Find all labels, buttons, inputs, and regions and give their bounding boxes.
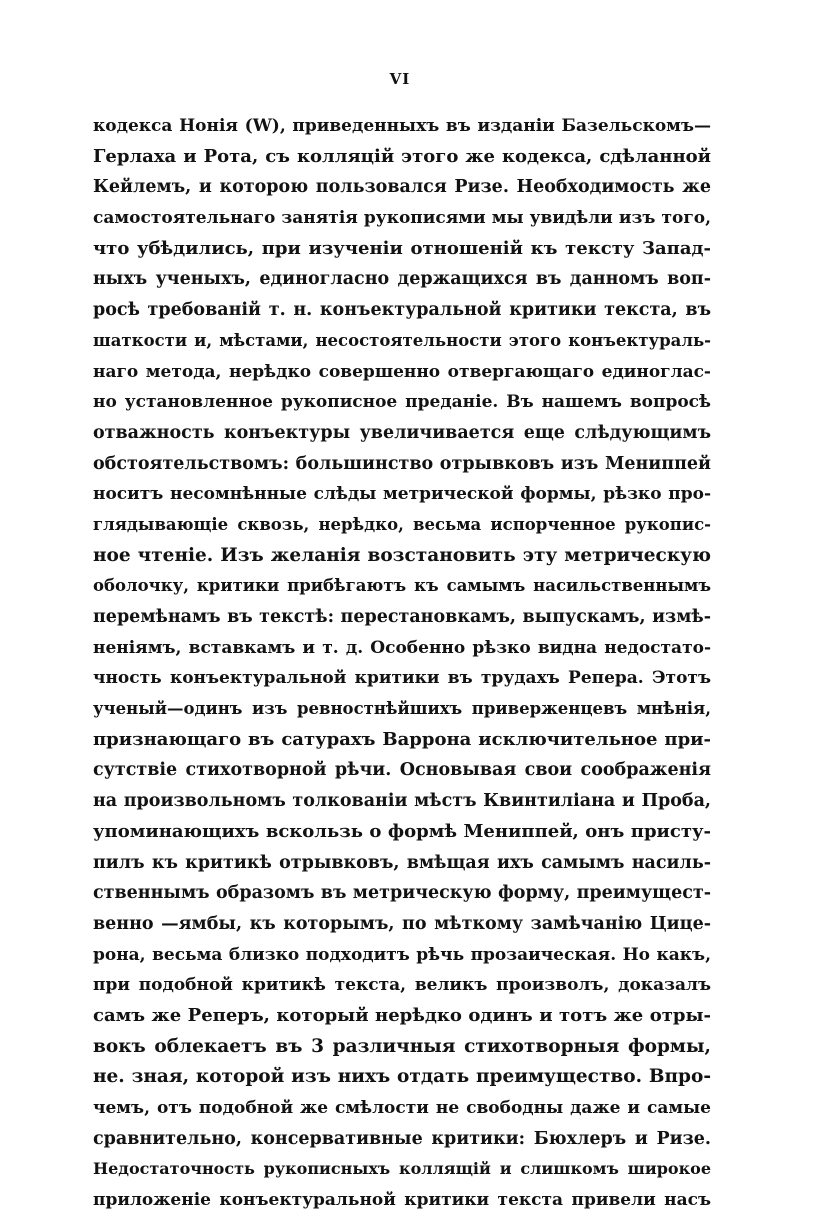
- text-line: глядывающіе сквозь, нерѣдко, весьма испорченное рукопис-: [93, 514, 711, 534]
- text-line: носитъ несомнѣнные слѣды метрической формы, рѣзко про-: [93, 484, 711, 505]
- text-line: росѣ требованій т. н. конъектуральной критики текста, въ: [93, 300, 711, 321]
- text-line: ственнымъ образомъ въ метрическую форму, преимущест-: [93, 883, 711, 904]
- text-line: пилъ къ критикѣ отрывковъ, вмѣщая ихъ самымъ насиль-: [93, 852, 711, 873]
- text-line: приложеніе конъектуральной критики текста привели насъ: [93, 1190, 711, 1211]
- text-line: упоминающихъ вскользь о формѣ Мениппей, онъ присту-: [93, 820, 711, 842]
- text-line: Кейлемъ, и которою пользовался Ризе. Необходимость же: [93, 177, 711, 198]
- text-line: что убѣдились, при изученіи отношеній къ тексту Запад-: [93, 237, 711, 259]
- text-line: самъ же Реперъ, который нерѣдко одинъ и тотъ же отры-: [93, 1004, 711, 1026]
- page-number: VI: [389, 70, 411, 88]
- text-line: шаткости и, мѣстами, несостоятельности этого конъектураль-: [93, 330, 711, 350]
- text-line: оболочку, критики прибѣгаютъ къ самымъ насильственнымъ: [93, 576, 711, 596]
- text-line: ныхъ ученыхъ, единогласно держащихся въ данномъ воп-: [93, 269, 711, 290]
- text-line: не. зная, которой изъ нихъ отдать преимущество. Впро-: [93, 1066, 711, 1088]
- text-line: чность конъектуральной критики въ трудахъ Репера. Этотъ: [93, 668, 711, 689]
- text-line: признающаго въ сатурахъ Варрона исключительное при-: [93, 728, 711, 750]
- text-line: отважность конъектуры увеличивается еще слѣдующимъ: [93, 422, 711, 443]
- text-line: неніямъ, вставкамъ и т. д. Особенно рѣзко видна недостато-: [93, 637, 711, 658]
- text-line: но установленное рукописное преданіе. Въ нашемъ вопросѣ: [93, 392, 711, 413]
- text-line: кодекса Нонія (W), приведенныхъ въ изданіи Базельскомъ—: [93, 116, 711, 136]
- text-line: обстоятельствомъ: большинство отрывковъ изъ Мениппей: [93, 453, 711, 474]
- text-line: на произвольномъ толкованіи мѣстъ Квинтиліана и Проба,: [93, 791, 711, 812]
- text-line: чемъ, отъ подобной же смѣлости не свободны даже и самые: [93, 1098, 711, 1118]
- text-line: Герлаха и Рота, съ колляцій этого же кодекса, сдѣланной: [93, 145, 711, 167]
- text-line: ное чтеніе. Изъ желанія возстановить эту метрическую: [93, 544, 711, 566]
- text-line: ученый—одинъ изъ ревностнѣйшихъ приверженцевъ мнѣнія,: [93, 699, 711, 719]
- text-line: при подобной критикѣ текста, великъ произволъ, доказалъ: [93, 975, 711, 996]
- text-line: наго метода, нерѣдко совершенно отвергающаго единоглас-: [93, 361, 711, 382]
- text-line: вокъ облекаетъ въ 3 различныя стихотворныя формы,: [93, 1035, 711, 1057]
- text-line: венно —ямбы, къ которымъ, по мѣткому замѣчанію Цице-: [93, 913, 711, 934]
- text-line: сравнительно, консервативные критики: Бюхлеръ и Ризе.: [93, 1128, 711, 1149]
- body-text: [93, 111, 711, 1216]
- text-line: Недостаточность рукописныхъ коллящій и слишкомъ широкое: [93, 1159, 711, 1179]
- text-line: рона, весьма близко подходитъ рѣчь прозаическая. Но какъ,: [93, 944, 711, 965]
- text-line: сутствіе стихотворной рѣчи. Основывая свои соображенія: [93, 760, 711, 781]
- text-line: перемѣнамъ въ текстѣ: перестановкамъ, выпускамъ, измѣ-: [93, 607, 711, 627]
- text-line: самостоятельнаго занятія рукописями мы увидѣли изъ того,: [93, 208, 711, 229]
